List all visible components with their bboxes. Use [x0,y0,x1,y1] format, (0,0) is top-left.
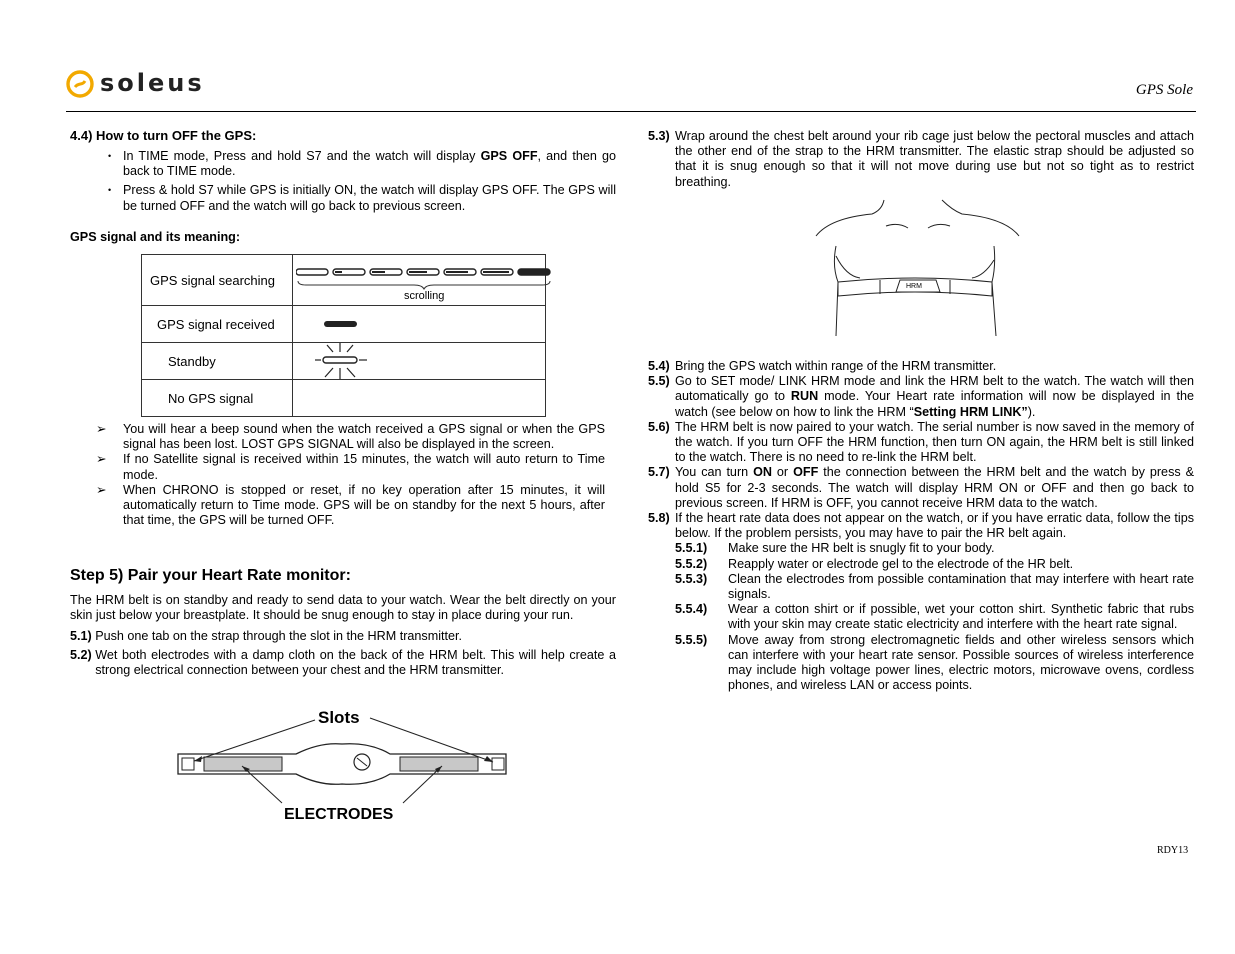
document-title: GPS Sole [1135,82,1193,98]
table-cell [293,306,546,343]
hrm-belt-figure [170,706,515,830]
gps-off-heading: 4.4) How to turn OFF the GPS: [70,128,257,143]
table-row [142,380,546,417]
tips-list [675,541,1194,693]
bullet-dot-icon: • [108,185,112,196]
brace-icon [296,280,556,290]
table-cell: No GPS signal [142,380,293,417]
slots-label: Slots [318,708,360,727]
list-item: 5.5.1) Make sure the HR belt is snugly fit to your body. [675,541,995,556]
header-rule [66,111,1196,112]
step-5-2: 5.2) Wet both electrodes with a damp cloth on the back of the HRM belt. This will help create a strong electrical connection between your chest and the HRM transmitter. [70,647,616,677]
table-cell: Standby [142,343,293,380]
left-column [70,128,616,244]
page-code: RDY13 [1157,845,1189,856]
table-cell [293,343,546,380]
step-5-5: 5.5) Go to SET mode/ LINK HRM mode and link the HRM belt to the watch. The watch will then automatically go to RUN mode. Your Heart rate information will now be displayed in the watch (see below on how to link the HRM “Setting HRM LINK”). [648,374,1194,419]
step5-heading: Step 5) Pair your Heart Rate monitor: [70,567,351,584]
table-cell [293,380,546,417]
chest-figure [810,196,1025,338]
table-cell: GPS signal searching [142,255,293,306]
gps-signal-table [141,254,546,417]
arrow-bullet-list [96,422,605,528]
bullet-dot-icon: • [108,151,112,161]
table-row [142,306,546,343]
list-item: • Press & hold S7 while GPS is initially ON, the watch will display GPS OFF. The GPS will be turned OFF and the watch will go back to previous screen. [108,183,616,213]
list-item: 5.5.4) Wear a cotton shirt or if possible, wet your cotton shirt. Synthetic fabric that rubs with your skin may create static electricity and interfere with the heart rate signal. [675,602,1194,632]
soleus-logo-icon [66,70,94,98]
list-item: ➢ You will hear a beep sound when the watch received a GPS signal or when the GPS signal has been lost. LOST GPS SIGNAL will also be displayed in the screen. [96,422,605,452]
list-item: ➢ If no Satellite signal is received within 15 minutes, the watch will auto return to Time mode. [96,452,605,482]
table-row [142,255,546,306]
electrodes-label: ELECTRODES [284,806,394,823]
right-steps [648,359,1194,693]
table-cell [293,255,546,306]
step-5-8: 5.8) If the heart rate data does not appear on the watch, or if you have erratic data, follow the tips below. If the problem persists, you may have to pair the HR belt again. [648,511,1194,541]
step-5-1: 5.1) Push one tab on the strap through the slot in the HRM transmitter. [70,629,463,644]
arrow-bullet-icon: ➢ [96,482,107,497]
step-5-7: 5.7) You can turn ON or OFF the connection between the HRM belt and the watch by press & hold S5 for 2-3 seconds. The watch will display HRM ON or OFF and then go back to previous screen. If HRM is OFF, you cannot receive HRM data to the watch. [648,465,1195,510]
list-item: • In TIME mode, Press and hold S7 and the watch will display GPS OFF, and then go back to TIME mode. [108,149,616,179]
list-item: 5.5.5) Move away from strong electromagnetic fields and other wireless sensors which can interfere with your heart rate sensor. Possible sources of wireless interference may include high voltage power lines, electric motors, microwave ovens, cordless phones, and wireless LAN or access points. [675,632,1194,693]
step5-intro: The HRM belt is on standby and ready to send data to your watch. Wear the belt directly on your skin just below your breastplate. It should be snug enough to stay in place during your run. [70,593,616,623]
received-bar-icon [323,319,363,329]
chest-drawing-icon [810,196,1025,338]
list-item: 5.5.2) Reapply water or electrode gel to the electrode of the HR belt. [675,556,1074,571]
table-row [142,343,546,380]
arrow-bullet-icon: ➢ [96,422,107,436]
step-5-6: 5.6) The HRM belt is now paired to your watch. The serial number is now saved in the memory of the watch. If you turn OFF the HRM function, then turn ON again, the HRM belt is still linked to the watch. There is no need to re-link the HRM belt. [648,419,1194,465]
gps-off-list [108,149,616,214]
brand-name: soleus [100,69,205,97]
hrm-label: HRM [906,283,922,290]
scrolling-label: scrolling [404,290,445,302]
list-item: ➢ When CHRONO is stopped or reset, if no key operation after 15 minutes, it will automatically return to Time mode. GPS will be on standby for the next 5 hours, after that time, the GPS will be turned OFF. [96,482,605,528]
brand-logo [66,70,236,98]
step-5-3: 5.3) Wrap around the chest belt around your rib cage just below the pectoral muscles and attach the other end of the strap to the HRM transmitter. The elastic strap should be adjusted so that it is snug enough so that it will not move during use but not so tight as to restrict breathing. [648,129,1194,189]
belt-drawing-icon [170,706,515,830]
step-5-4: 5.4) Bring the GPS watch within range of the HRM transmitter. [648,359,997,373]
arrow-bullet-icon: ➢ [96,452,107,467]
standby-blink-icon [295,341,375,381]
list-item: 5.5.3) Clean the electrodes from possible contamination that may interfere with heart rate signals. [675,571,1194,602]
step5-section [70,567,616,678]
table-cell: GPS signal received [142,306,293,343]
gps-signal-heading: GPS signal and its meaning: [70,229,241,244]
